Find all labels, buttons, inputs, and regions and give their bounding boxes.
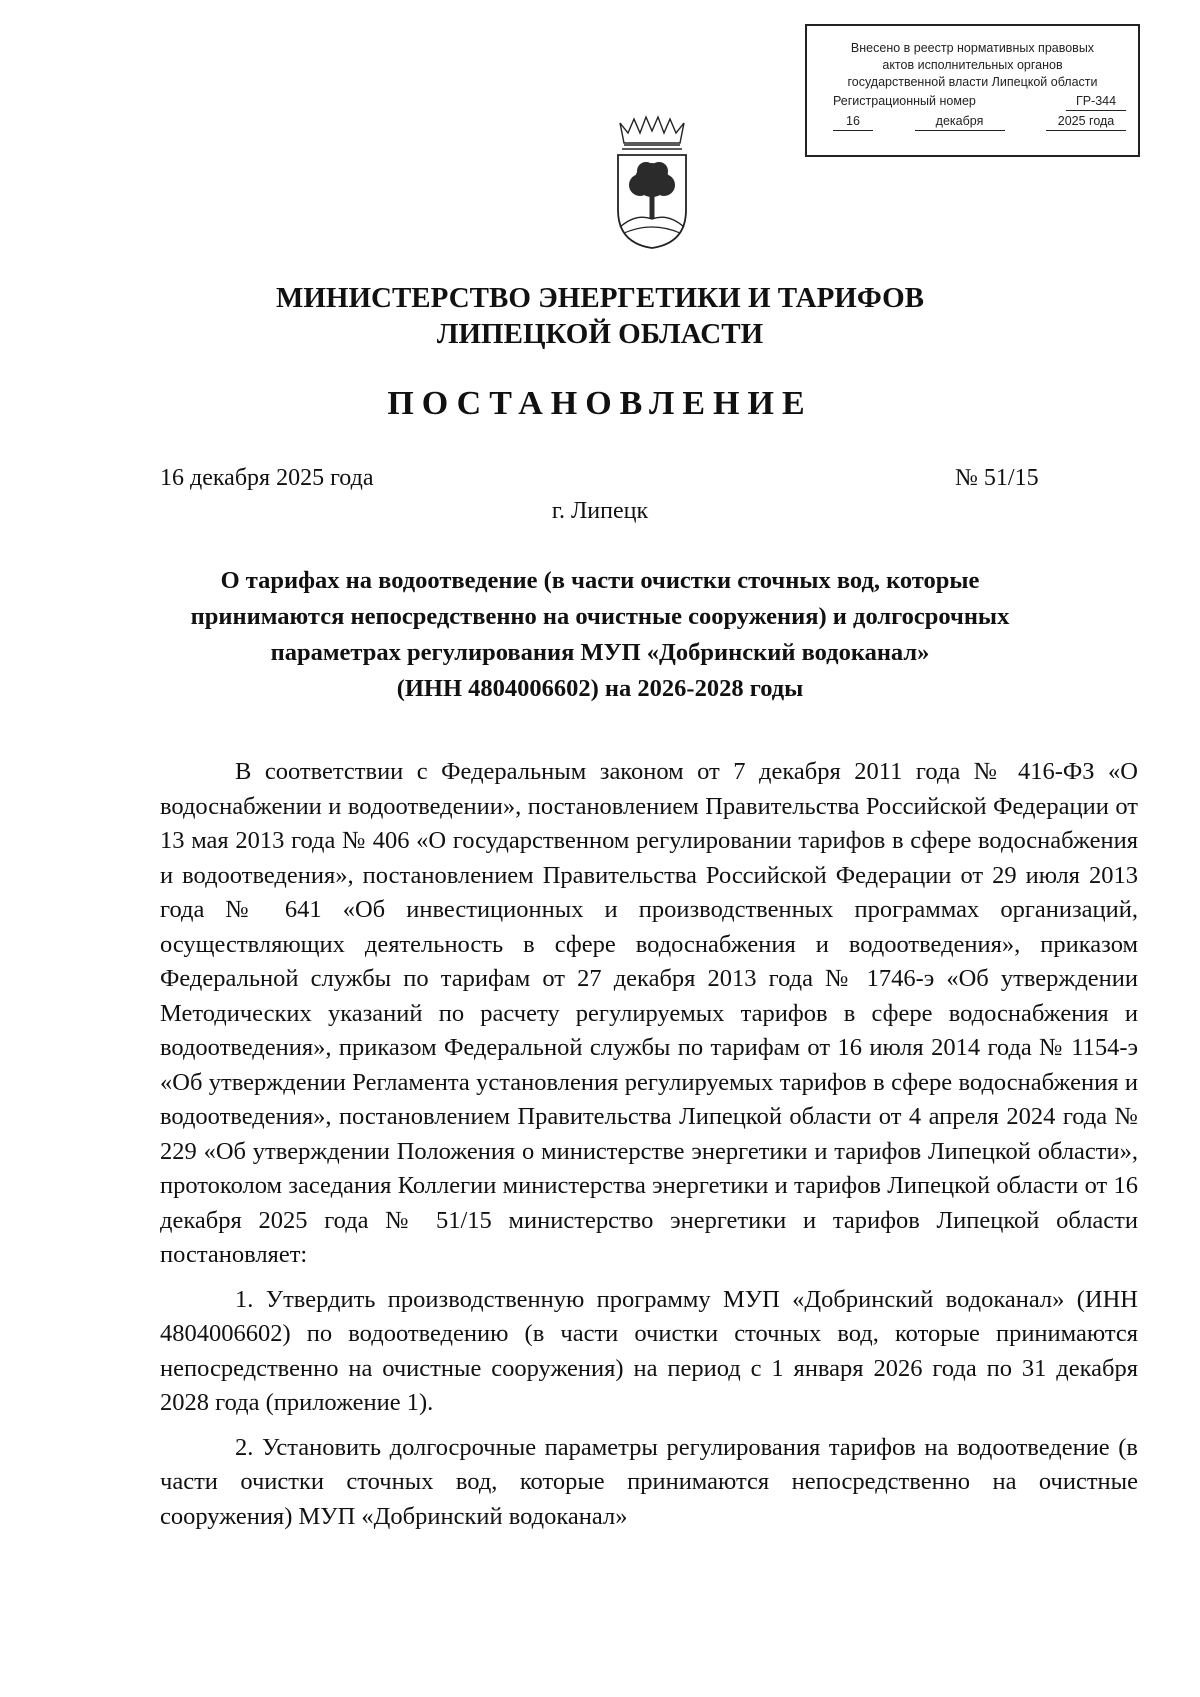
item-1-paragraph: 1. Утвердить производственную программу МУП «Добринский водоканал» (ИНН 4804006602) по водоотведению (в части очистки сточных вод, которые принимаются непосредственно на очистные сооружения) на период с 1 января 2026 года по 31 декабря 2028 года (приложение 1). (160, 1285, 1138, 1416)
document-title-line2: принимаются непосредственно на очистные сооружения) и долгосрочных (190, 603, 1010, 630)
registry-month: декабря (915, 113, 1005, 131)
registry-stamp-line1: Внесено в реестр нормативных правовых (850, 41, 1095, 55)
registry-year: 2025 года (1046, 113, 1126, 131)
registry-number-row (807, 93, 1138, 111)
registry-stamp (805, 24, 1140, 157)
registry-stamp-line2: актов исполнительных органов (882, 58, 1063, 72)
lipetsk-coat-of-arms-icon (612, 115, 692, 250)
ministry-name (0, 280, 1200, 352)
registry-date-row (807, 113, 1138, 131)
document-title-line1: О тарифах на водоотведение (в части очистки сточных вод, которые (220, 567, 980, 594)
document-title (150, 563, 1050, 707)
document-title-line3: параметрах регулирования МУП «Добринский водоканал» (270, 639, 930, 666)
document-title-line4: (ИНН 4804006602) на 2026-2028 годы (396, 675, 804, 702)
document-body (160, 755, 1138, 1534)
document-number: № 51/15 (955, 465, 1039, 491)
ministry-name-line1: МИНИСТЕРСТВО ЭНЕРГЕТИКИ И ТАРИФОВ (275, 282, 925, 314)
registry-number-label: Регистрационный номер (833, 94, 976, 108)
document-city: г. Липецк (551, 498, 649, 524)
item-2-paragraph: 2. Установить долгосрочные параметры регулирования тарифов на водоотведение (в части очистки сточных вод, которые принимаются непосредственно на очистные сооружения) МУП «Добринский водоканал» (160, 1433, 1138, 1530)
registry-day: 16 (833, 113, 873, 131)
document-date: 16 декабря 2025 года (160, 465, 374, 491)
registry-stamp-line3: государственной власти Липецкой области (847, 75, 1098, 89)
registry-number-value: ГР-344 (1066, 93, 1126, 111)
preamble-paragraph: В соответствии с Федеральным законом от 7 декабря 2011 года № 416-ФЗ «О водоснабжении и водоотведении», постановлением Правительства Российской Федерации от 13 мая 2013 года № 406 «О государственном регулировании тарифов в сфере водоснабжения и водоотведения», постановлением Правительства Российской Федерации от 29 июля 2013 года № 641 «Об инвестиционных и производственных программах организаций, осуществляющих деятельность в сфере водоснабжения и водоотведения», приказом Федеральной службы по тарифам от 27 декабря 2013 года № 1746-э «Об утверждении Методических указаний по расчету регулируемых тарифов в сфере водоснабжения и водоотведения», приказом Федеральной службы по тарифам от 16 июля 2014 года № 1154-э «Об утверждении Регламента установления регулируемых тарифов в сфере водоснабжения и водоотведения», постановлением Правительства Липецкой области от 4 апреля 2024 года № 229 «Об утверждении Положения о министерстве энергетики и тарифов Липецкой области», протоколом заседания Коллегии министерства энергетики и тарифов Липецкой области от 16 декабря 2025 года № 51/15 министерство энергетики и тарифов Липецкой области постановляет: (160, 758, 1138, 1268)
document-type: ПОСТАНОВЛЕНИЕ (387, 385, 813, 422)
ministry-name-line2: ЛИПЕЦКОЙ ОБЛАСТИ (436, 318, 764, 350)
